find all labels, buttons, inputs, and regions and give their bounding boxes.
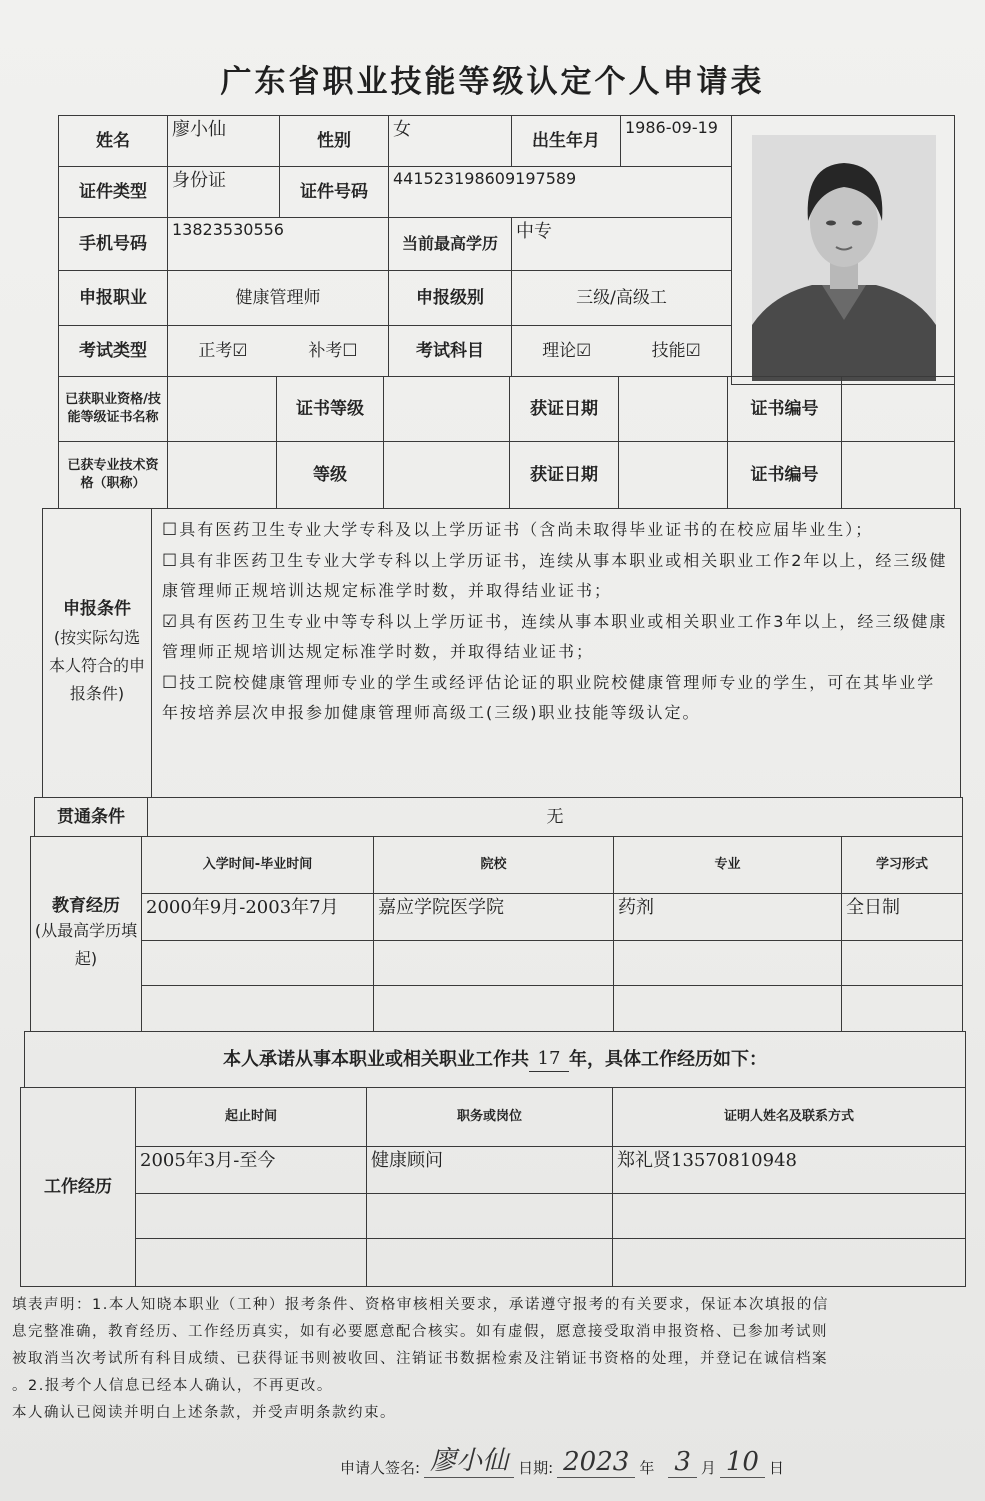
exam-subject-options [511,325,732,377]
edu-row-3-major [613,985,842,1032]
edu-row-2-mode [841,940,963,986]
edu-row-3-period [141,985,374,1032]
sign-label: 申请人签名: [340,1459,421,1477]
edu-row-2-school [373,940,614,986]
name-label: 姓名 [58,115,168,167]
work-row-1-reference: 郑礼贤13570810948 [612,1146,966,1194]
applicant-photo [752,135,936,381]
edu-header-period: 入学时间-毕业时间 [141,836,374,894]
signature-row [340,1440,784,1478]
month-unit: 月 [700,1459,716,1477]
edu-row-2-major [613,940,842,986]
cert-name-label: 已获职业资格/技能等级证书名称 [58,376,168,442]
condition-checkbox-1[interactable]: ☐ [162,520,180,540]
edu-row-3-school [373,985,614,1032]
exam-subject-label: 考试科目 [388,325,512,377]
work-row-1-period: 2005年3月-至今 [135,1146,367,1194]
pledge-years: 17 [529,1047,569,1071]
date-label: 日期: [518,1459,554,1477]
makeup-exam-checkbox[interactable]: 补考☐ [308,340,358,361]
declaration-line-2: 息完整准确，教育经历、工作经历真实，如有必要愿意配合核实。如有虚假，愿意接受取消申报资格、已参加考试则 [12,1324,828,1340]
id-type-value: 身份证 [167,166,280,218]
tech-grade-value [383,441,510,509]
condition-item-4: ☐技工院校健康管理师专业的学生或经评估论证的职业院校健康管理师专业的学生，可在其毕业学年按培养层次申报参加健康管理师高级工(三级)职业技能等级认定。 [162,672,936,722]
work-row-3-position [366,1238,613,1287]
sign-year: 2023 [557,1447,635,1478]
work-row-3-period [135,1238,367,1287]
exam-type-label: 考试类型 [58,325,168,377]
condition-item-3: ☑具有医药卫生专业中等专科以上学历证书，连续从事本职业或相关职业工作3年以上，经三级健康管理师正规培训达规定标准学时数，并取得结业证书； [162,611,948,661]
form-title: 广东省职业技能等级认定个人申请表 [220,64,765,100]
phone-label: 手机号码 [58,217,168,271]
transfer-value: 无 [147,797,963,837]
edu-row-1-mode: 全日制 [841,893,963,941]
sign-day: 10 [720,1447,765,1478]
level-label: 申报级别 [388,270,512,326]
gender-label: 性别 [279,115,389,167]
id-type-label: 证件类型 [58,166,168,218]
edu-row-1-period: 2000年9月-2003年7月 [141,893,374,941]
pledge-row [24,1031,966,1088]
sign-month: 3 [668,1447,697,1478]
edu-row-1-school: 嘉应学院医学院 [373,893,614,941]
level-value: 三级/高级工 [511,270,732,326]
work-row-2-reference [612,1193,966,1239]
education-sublabel: (从最高学历填起) [34,921,138,969]
tech-date-label: 获证日期 [509,441,619,509]
tech-no-value [841,441,955,509]
year-unit: 年 [639,1459,655,1477]
pledge-prefix: 本人承诺从事本职业或相关职业工作共 [223,1048,529,1070]
birth-value: 1986-09-19 [620,115,732,167]
work-row-1-position: 健康顾问 [366,1146,613,1194]
work-label: 工作经历 [20,1087,136,1287]
signature-value: 廖小仙 [424,1440,514,1478]
cert-date-value [618,376,728,442]
condition-checkbox-2[interactable]: ☐ [162,550,180,571]
edu-row-3-mode [841,985,963,1032]
conditions-label-cell [42,508,152,798]
id-number-value: 441523198609197589 [388,166,732,218]
job-label: 申报职业 [58,270,168,326]
education-level-value: 中专 [511,217,732,271]
education-label: 教育经历 [52,895,120,916]
cert-date-label: 获证日期 [509,376,619,442]
phone-value: 13823530556 [167,217,389,271]
transfer-label: 贯通条件 [34,797,148,837]
theory-checkbox[interactable]: 理论☑ [542,340,592,361]
work-header-reference: 证明人姓名及联系方式 [612,1087,966,1147]
condition-item-1: ☐具有医药卫生专业大学专科及以上学历证书（含尚未取得毕业证书的在校应届毕业生）； [162,520,874,540]
declaration-line-4: 。2.报考个人信息已经本人确认，不再更改。 [12,1378,333,1394]
gender-value: 女 [388,115,512,167]
condition-checkbox-3[interactable]: ☑ [162,611,180,632]
tech-title-label: 已获专业技术资格（职称） [58,441,168,509]
work-header-period: 起止时间 [135,1087,367,1147]
exam-type-options [167,325,389,377]
cert-name-value [167,376,277,442]
tech-grade-label: 等级 [276,441,384,509]
tech-title-value [167,441,277,509]
work-header-position: 职务或岗位 [366,1087,613,1147]
tech-date-value [618,441,728,509]
name-value: 廖小仙 [167,115,280,167]
edu-header-school: 院校 [373,836,614,894]
declaration [12,1292,962,1427]
cert-grade-value [383,376,510,442]
work-row-2-position [366,1193,613,1239]
cert-no-label: 证书编号 [727,376,842,442]
conditions-list [151,508,961,798]
tech-no-label: 证书编号 [727,441,842,509]
job-value: 健康管理师 [167,270,389,326]
conditions-label: 申报条件 [63,598,131,619]
work-row-2-period [135,1193,367,1239]
id-number-label: 证件号码 [279,166,389,218]
edu-header-mode: 学习形式 [841,836,963,894]
declaration-line-1: 填表声明：1.本人知晓本职业（工种）报考条件、资格审核相关要求，承诺遵守报考的有关要求，保证本次填报的信 [12,1297,829,1313]
education-label-cell [30,836,142,1032]
birth-label: 出生年月 [511,115,621,167]
regular-exam-checkbox[interactable]: 正考☑ [198,340,248,361]
education-level-label: 当前最高学历 [388,217,512,271]
work-row-3-reference [612,1238,966,1287]
skill-checkbox[interactable]: 技能☑ [651,340,701,361]
edu-row-1-major: 药剂 [613,893,842,941]
edu-row-2-period [141,940,374,986]
cert-no-value [841,376,955,442]
declaration-line-5: 本人确认已阅读并明白上述条款，并受声明条款约束。 [12,1405,396,1421]
cert-grade-label: 证书等级 [276,376,384,442]
day-unit: 日 [768,1459,784,1477]
pledge-suffix: 年，具体工作经历如下： [569,1048,767,1070]
declaration-line-3: 被取消当次考试所有科目成绩、已获得证书则被收回、注销证书数据检索及注销证书资格的处理，并登记在诚信档案 [12,1351,828,1367]
condition-item-2: ☐具有非医药卫生专业大学专科以上学历证书，连续从事本职业或相关职业工作2年以上，经三级健康管理师正规培训达规定标准学时数，并取得结业证书； [162,550,948,600]
condition-checkbox-4[interactable]: ☐ [162,672,180,693]
conditions-sublabel: (按实际勾选本人符合的申报条件) [49,628,146,704]
edu-header-major: 专业 [613,836,842,894]
